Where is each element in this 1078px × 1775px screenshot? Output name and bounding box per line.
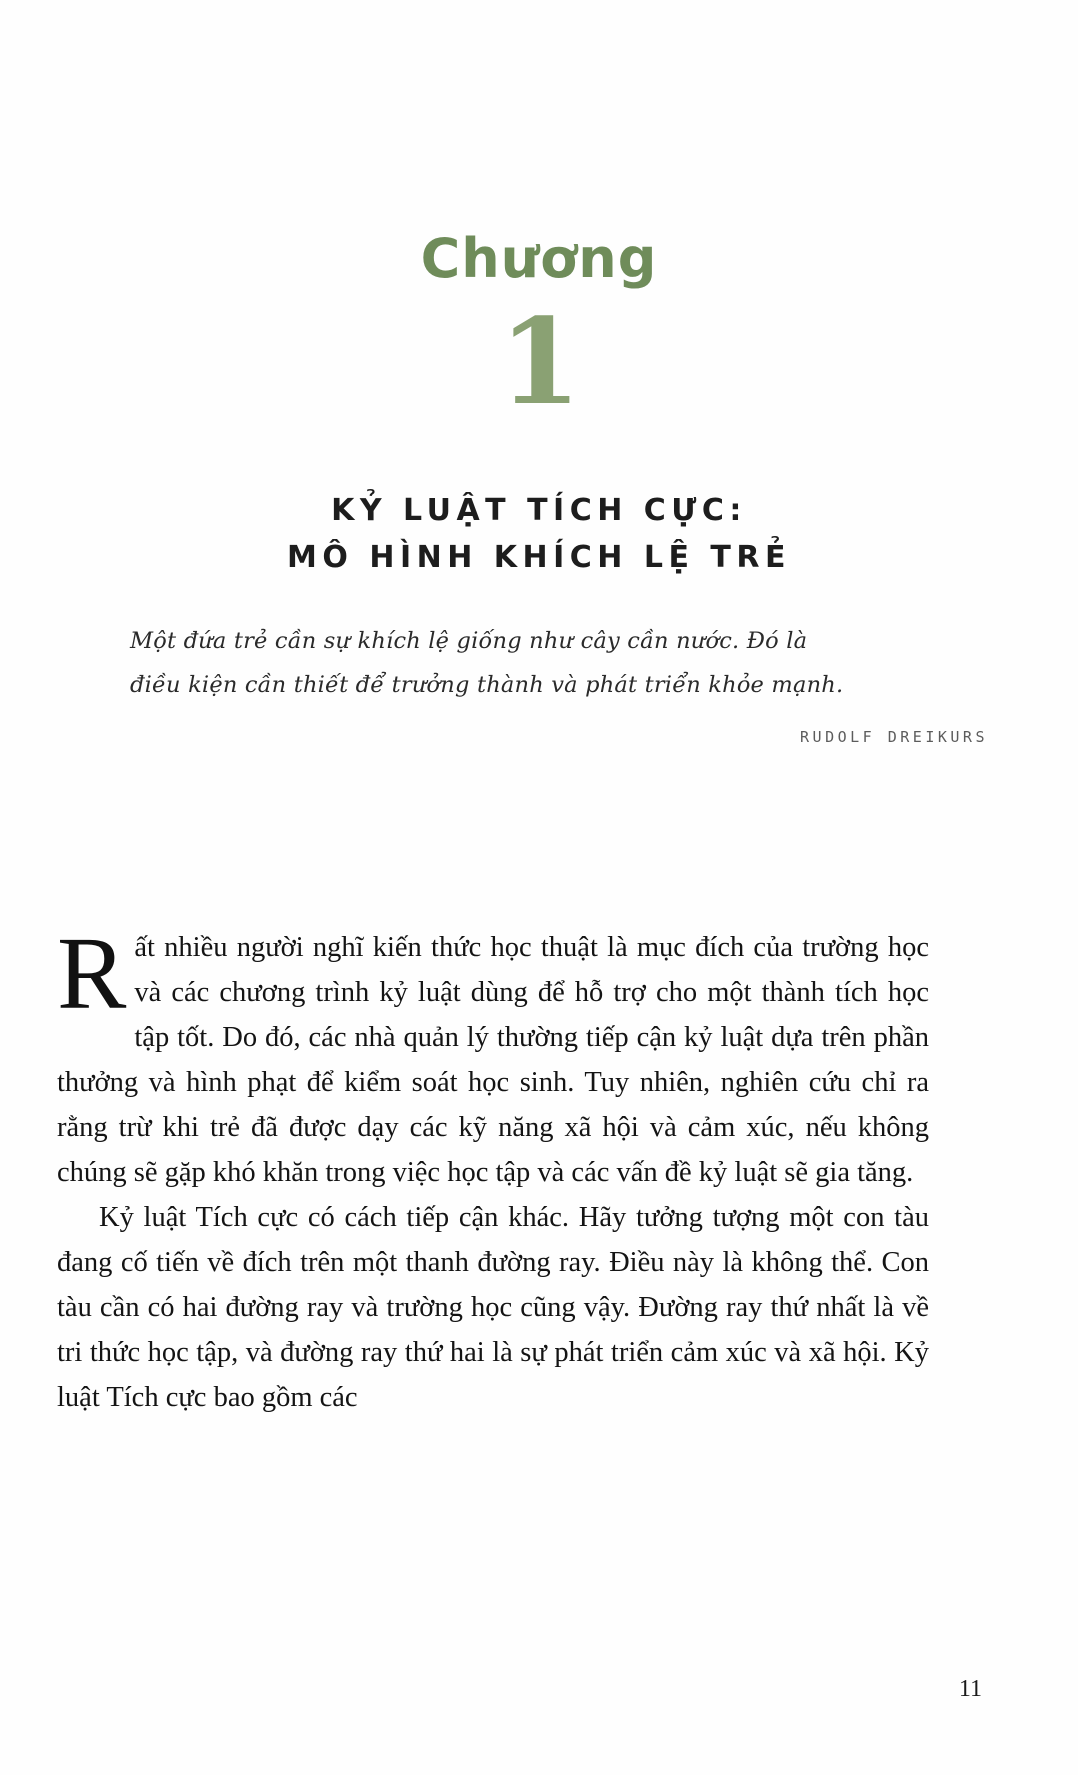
chapter-word: Chương — [420, 227, 658, 290]
chapter-title-line-1: KỶ LUẬT TÍCH CỰC: — [331, 493, 747, 529]
paragraph-2: Kỷ luật Tích cực có cách tiếp cận khác. Hãy tưởng tượng một con tàu đang cố tiến về đích trên một thanh đường ray. Điều này là không thể. Con tàu cần có hai đường ray và trường học cũng vậy. Đường ray thứ nhất là về tri thức học tập, và đường ray thứ hai là sự phát triển cảm xúc và xã hội. Kỷ luật Tích cực bao gồm các — [57, 1202, 929, 1414]
epigraph-line-2: điều kiện cần thiết để trưởng thành và phát triển khỏe mạnh. — [130, 671, 844, 698]
body-text — [57, 916, 929, 1420]
epigraph-attribution: RUDOLF DREIKURS — [800, 728, 988, 746]
drop-cap: R — [57, 916, 127, 1031]
chapter-header — [0, 227, 1078, 431]
page-number: 11 — [958, 1676, 982, 1702]
epigraph-line-1: Một đứa trẻ cần sự khích lệ giống như cây cần nước. Đó là — [130, 628, 808, 654]
chapter-title-line-2: MÔ HÌNH KHÍCH LỆ TRẺ — [287, 539, 791, 575]
paragraph-1-text: ất nhiều người nghĩ kiến thức học thuật là mục đích của trường học và các chương trình kỷ luật dùng để hỗ trợ cho một thành tích học tập tốt. Do đó, các nhà quản lý thường tiếp cận kỷ luật dựa trên phần thưởng và hình phạt để kiểm soát học sinh. Tuy nhiên, nghiên cứu chỉ ra rằng trừ khi trẻ đã được dạy các kỹ năng xã hội và cảm xúc, nếu không chúng sẽ gặp khó khăn trong việc học tập và các vấn đề kỷ luật sẽ gia tăng. — [57, 932, 929, 1189]
chapter-number: 1 — [498, 292, 580, 431]
paragraph-1 — [57, 916, 929, 1195]
chapter-title — [0, 488, 1078, 581]
epigraph-quote — [130, 620, 930, 708]
